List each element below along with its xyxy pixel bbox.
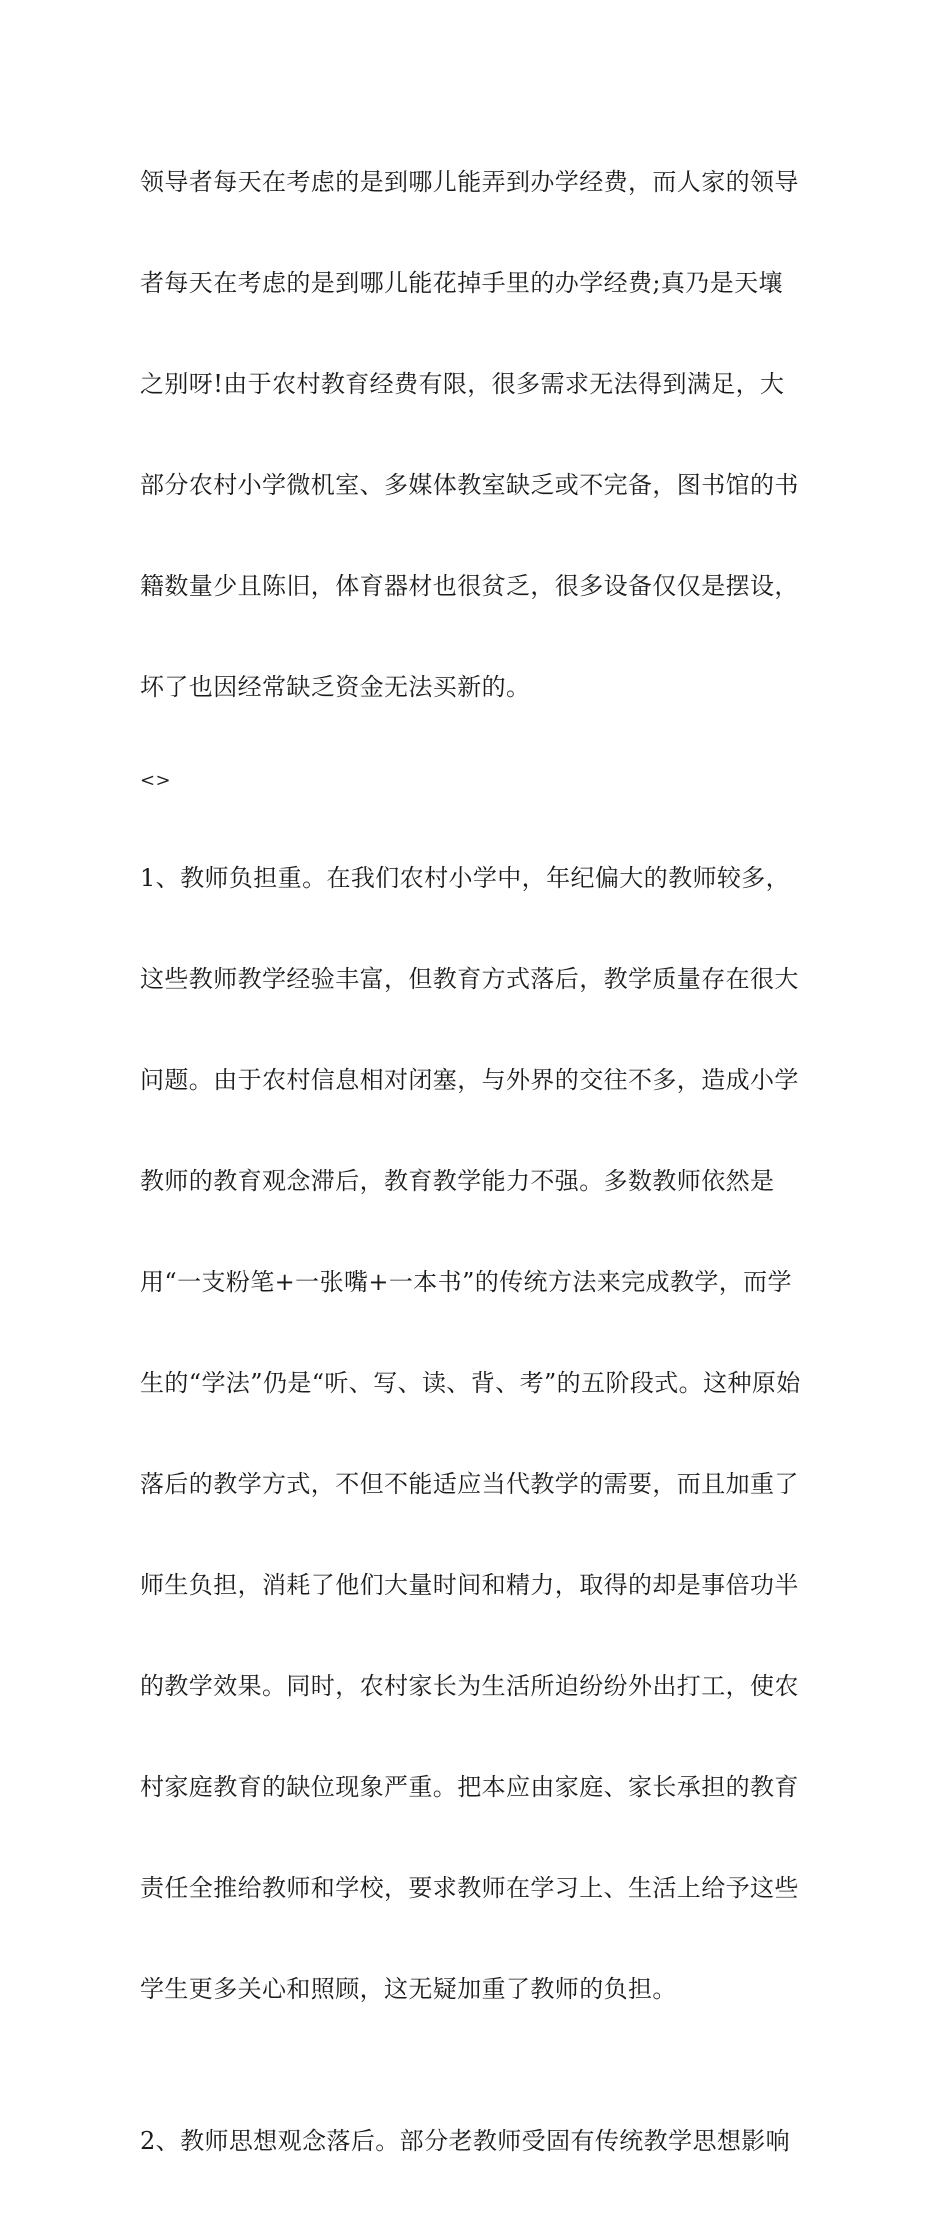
text-line: 这些教师教学经验丰富，但教育方式落后，教学质量存在很大 xyxy=(140,965,799,993)
text-line: 籍数量少且陈旧，体育器材也很贫乏，很多设备仅仅是摆设， xyxy=(140,571,799,600)
text-line: 问题。由于农村信息相对闭塞，与外界的交往不多，造成小学 xyxy=(140,1066,799,1094)
section-marker: <> xyxy=(140,769,171,791)
document-body xyxy=(140,106,820,2217)
text-line: 者每天在考虑的是到哪儿能花掉手里的办学经费;真乃是天壤 xyxy=(140,268,783,297)
text-line: 坏了也因经常缺乏资金无法买新的。 xyxy=(140,672,531,701)
text-line: 责任全推给教师和学校，要求教师在学习上、生活上给予这些 xyxy=(140,1874,799,1902)
text-line: 村家庭教育的缺位现象严重。把本应由家庭、家长承担的教育 xyxy=(140,1773,799,1801)
text-line: 教师的教育观念滞后，教育教学能力不强。多数教师依然是 xyxy=(140,1167,775,1195)
paragraph-teacher-mindset xyxy=(140,2065,820,2217)
text-line: 领导者每天在考虑的是到哪儿能弄到办学经费，而人家的领导 xyxy=(140,167,799,196)
paragraph-funding xyxy=(140,106,820,763)
text-line: 部分农村小学微机室、多媒体教室缺乏或不完备，图书馆的书 xyxy=(140,470,799,499)
text-line: 师生负担，消耗了他们大量时间和精力，取得的却是事倍功半 xyxy=(140,1571,799,1599)
text-line: 学生更多关心和照顾，这无疑加重了教师的负担。 xyxy=(140,1975,677,2003)
paragraph-teacher-burden xyxy=(140,803,820,2066)
text-line: 落后的教学方式，不但不能适应当代教学的需要，而且加重了 xyxy=(140,1470,799,1498)
text-line: 1、教师负担重。在我们农村小学中，年纪偏大的教师较多， xyxy=(140,864,791,892)
text-line: 的教学效果。同时，农村家长为生活所迫纷纷外出打工，使农 xyxy=(140,1672,799,1700)
text-line: 用“一支粉笔+一张嘴+一本书”的传统方法来完成教学，而学 xyxy=(140,1268,792,1296)
text-line: 2、教师思想观念落后。部分老教师受固有传统教学思想影响 xyxy=(140,2126,791,2155)
text-line: 之别呀!由于农村教育经费有限，很多需求无法得到满足，大 xyxy=(140,369,785,398)
text-line: 生的“学法”仍是“听、写、读、背、考”的五阶段式。这种原始 xyxy=(140,1369,801,1397)
